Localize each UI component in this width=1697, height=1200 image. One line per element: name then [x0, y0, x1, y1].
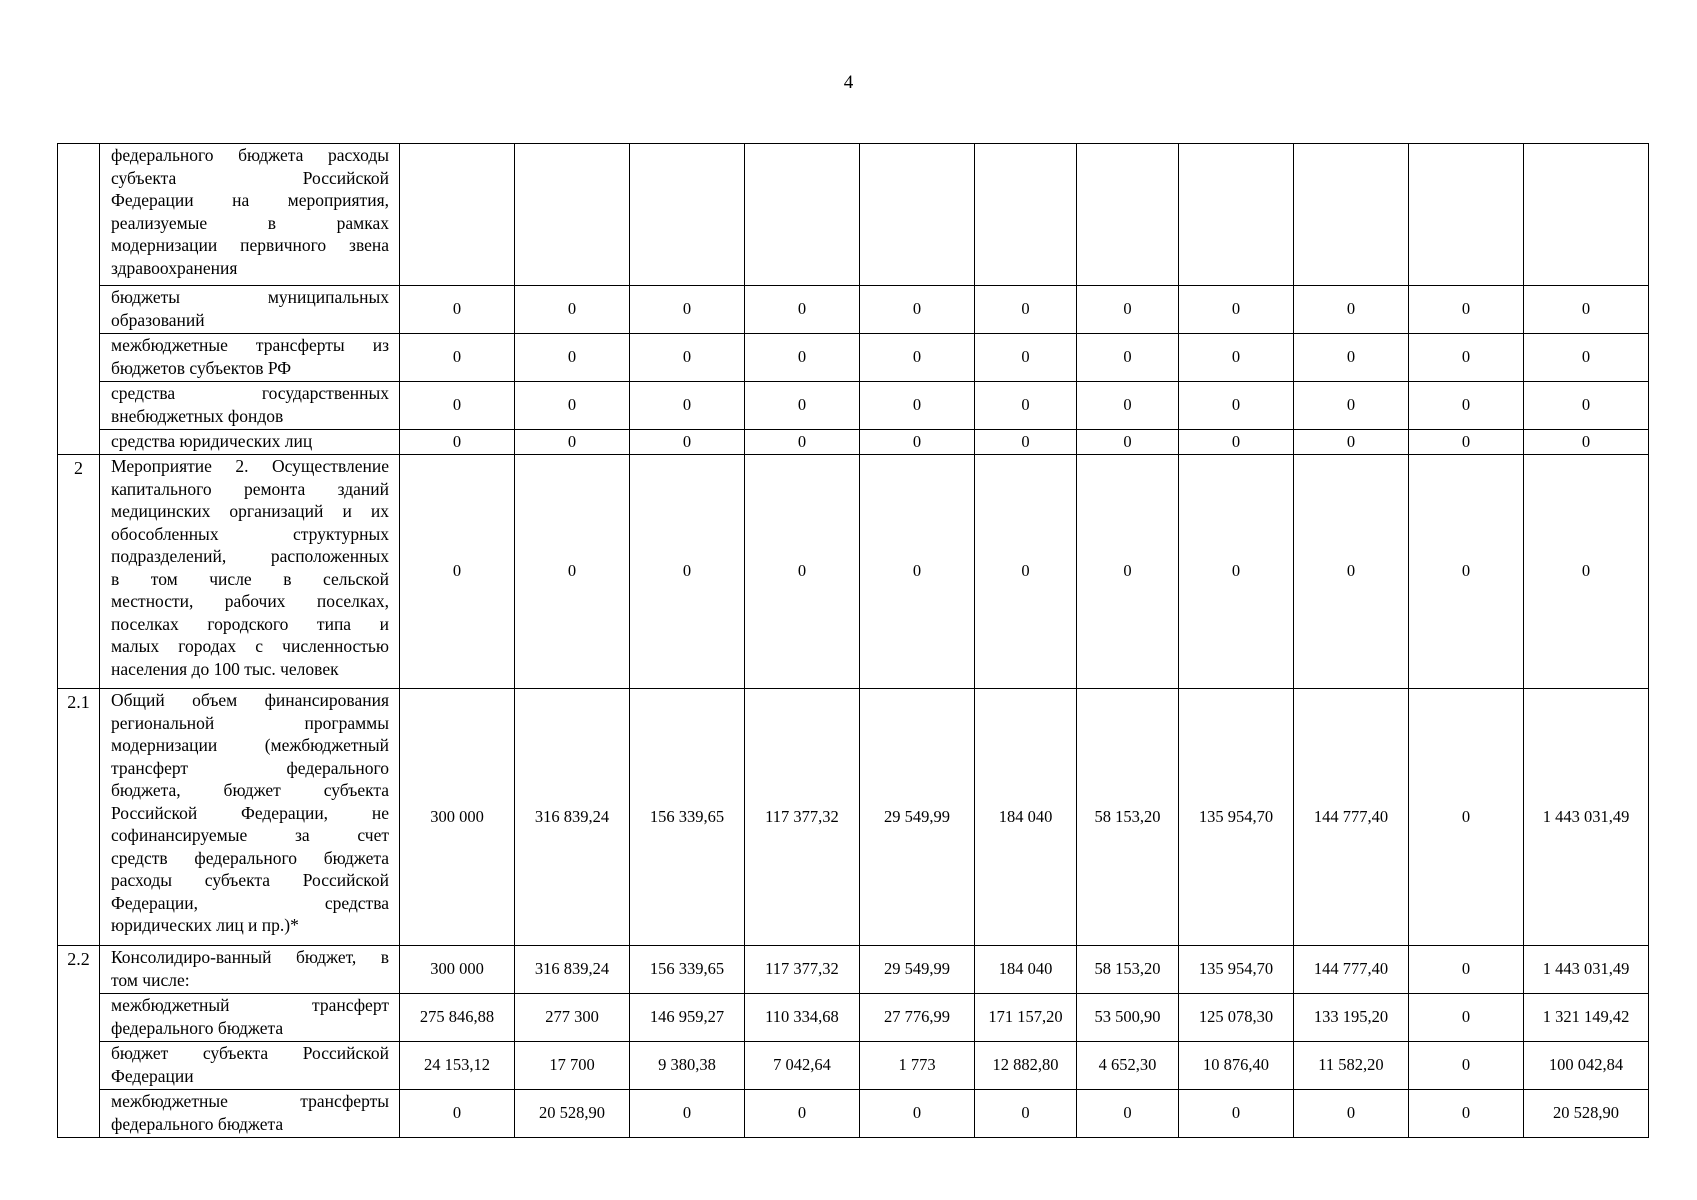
value-cell: 29 549,99	[860, 946, 975, 994]
value-cell: 135 954,70	[1179, 689, 1294, 946]
value-cell: 0	[975, 455, 1077, 689]
value-cell	[1524, 144, 1649, 286]
value-cell: 0	[745, 382, 860, 430]
row-label-line: межбюджетный трансферт	[111, 995, 389, 1015]
value-cell: 0	[630, 382, 745, 430]
row-label-line: бюджета, бюджет субъекта	[111, 780, 389, 800]
value-cell: 0	[1077, 334, 1179, 382]
value-cell: 300 000	[400, 689, 515, 946]
value-cell: 0	[860, 455, 975, 689]
value-cell: 0	[975, 382, 1077, 430]
value-cell: 0	[1524, 286, 1649, 334]
row-label-cell	[100, 382, 400, 430]
value-cell: 0	[515, 286, 630, 334]
value-cell: 144 777,40	[1294, 689, 1409, 946]
value-cell: 53 500,90	[1077, 994, 1179, 1042]
value-cell: 316 839,24	[515, 689, 630, 946]
row-label-line: расходы субъекта Российской	[111, 870, 389, 890]
value-cell: 0	[630, 334, 745, 382]
value-cell: 0	[975, 286, 1077, 334]
value-cell	[745, 144, 860, 286]
table-row	[58, 1042, 1649, 1090]
value-cell: 24 153,12	[400, 1042, 515, 1090]
row-label-cell	[100, 455, 400, 689]
row-number-cell: 2	[58, 455, 100, 689]
value-cell: 0	[1524, 334, 1649, 382]
value-cell: 0	[400, 382, 515, 430]
table-row	[58, 334, 1649, 382]
row-label-line: Федерации на мероприятия,	[111, 190, 389, 210]
row-label-line: реализуемые в рамках	[111, 212, 389, 233]
value-cell: 171 157,20	[975, 994, 1077, 1042]
row-label-line: межбюджетные трансферты из	[111, 335, 389, 355]
row-label-line: бюджет субъекта Российской	[111, 1043, 389, 1063]
value-cell: 1 773	[860, 1042, 975, 1090]
value-cell: 0	[630, 455, 745, 689]
table-row	[58, 382, 1649, 430]
row-label-line: бюджеты муниципальных	[111, 287, 389, 307]
value-cell: 184 040	[975, 946, 1077, 994]
row-label-line: подразделений, расположенных	[111, 546, 389, 566]
value-cell: 58 153,20	[1077, 689, 1179, 946]
value-cell: 29 549,99	[860, 689, 975, 946]
value-cell: 0	[630, 286, 745, 334]
value-cell: 0	[1179, 430, 1294, 455]
row-label-line: внебюджетных фондов	[111, 405, 284, 426]
value-cell: 144 777,40	[1294, 946, 1409, 994]
row-label-line: Российской Федерации, не	[111, 802, 389, 823]
value-cell: 0	[1179, 382, 1294, 430]
value-cell: 17 700	[515, 1042, 630, 1090]
value-cell: 0	[1409, 382, 1524, 430]
value-cell	[515, 144, 630, 286]
value-cell	[1179, 144, 1294, 286]
row-label-line: субъекта Российской	[111, 167, 389, 188]
table-row	[58, 286, 1649, 334]
row-label-line: региональной программы	[111, 712, 389, 733]
value-cell: 0	[860, 334, 975, 382]
table-row	[58, 946, 1649, 994]
row-label-line: поселках городского типа и	[111, 613, 389, 634]
value-cell: 0	[1294, 334, 1409, 382]
row-label-line: трансферт федерального	[111, 757, 389, 778]
table-row	[58, 994, 1649, 1042]
value-cell: 0	[860, 286, 975, 334]
row-label-line: модернизации первичного звена	[111, 235, 389, 255]
value-cell: 0	[400, 1090, 515, 1138]
value-cell: 117 377,32	[745, 689, 860, 946]
value-cell: 135 954,70	[1179, 946, 1294, 994]
row-number-cell: 2.2	[58, 946, 100, 1138]
value-cell: 0	[975, 1090, 1077, 1138]
value-cell: 0	[630, 1090, 745, 1138]
row-label-cell	[100, 144, 400, 286]
value-cell: 1 443 031,49	[1524, 946, 1649, 994]
row-label-cell	[100, 430, 400, 455]
row-label-cell	[100, 689, 400, 946]
page-number: 4	[843, 72, 854, 93]
value-cell: 316 839,24	[515, 946, 630, 994]
value-cell: 117 377,32	[745, 946, 860, 994]
row-label-cell	[100, 994, 400, 1042]
row-label-line: федерального бюджета расходы	[111, 145, 389, 165]
value-cell: 0	[1409, 455, 1524, 689]
value-cell: 0	[515, 334, 630, 382]
value-cell: 0	[1409, 334, 1524, 382]
value-cell: 0	[1524, 430, 1649, 455]
row-label-line: образований	[111, 309, 205, 330]
value-cell: 7 042,64	[745, 1042, 860, 1090]
value-cell: 0	[1294, 286, 1409, 334]
value-cell: 0	[1077, 455, 1179, 689]
value-cell: 110 334,68	[745, 994, 860, 1042]
value-cell: 277 300	[515, 994, 630, 1042]
value-cell	[860, 144, 975, 286]
value-cell: 20 528,90	[515, 1090, 630, 1138]
value-cell: 0	[1179, 286, 1294, 334]
value-cell: 0	[745, 430, 860, 455]
value-cell: 275 846,88	[400, 994, 515, 1042]
value-cell: 10 876,40	[1179, 1042, 1294, 1090]
value-cell: 0	[1179, 455, 1294, 689]
row-label-line: юридических лиц и пр.)*	[111, 915, 299, 935]
row-label-line: Федерации	[111, 1065, 194, 1086]
row-label-line: средства юридических лиц	[111, 431, 313, 451]
value-cell: 9 380,38	[630, 1042, 745, 1090]
value-cell: 0	[1409, 430, 1524, 455]
row-label-cell	[100, 1090, 400, 1138]
value-cell	[1077, 144, 1179, 286]
value-cell: 0	[1409, 689, 1524, 946]
value-cell: 0	[860, 1090, 975, 1138]
value-cell: 4 652,30	[1077, 1042, 1179, 1090]
value-cell: 0	[860, 430, 975, 455]
row-label-line: в том числе в сельской	[111, 568, 389, 589]
row-label-cell	[100, 1042, 400, 1090]
value-cell: 1 443 031,49	[1524, 689, 1649, 946]
value-cell: 1 321 149,42	[1524, 994, 1649, 1042]
value-cell: 0	[975, 430, 1077, 455]
value-cell: 156 339,65	[630, 689, 745, 946]
value-cell	[1409, 144, 1524, 286]
value-cell: 0	[1294, 1090, 1409, 1138]
value-cell: 0	[1077, 430, 1179, 455]
row-label-line: том числе:	[111, 969, 190, 990]
row-label-line: бюджетов субъектов РФ	[111, 357, 292, 378]
value-cell: 0	[860, 382, 975, 430]
row-label-line: средства государственных	[111, 383, 389, 403]
value-cell	[1294, 144, 1409, 286]
value-cell: 0	[745, 286, 860, 334]
value-cell: 0	[1179, 1090, 1294, 1138]
row-label-line: обособленных структурных	[111, 523, 389, 544]
value-cell: 0	[1294, 382, 1409, 430]
value-cell: 0	[1077, 286, 1179, 334]
table-row	[58, 144, 1649, 286]
value-cell: 20 528,90	[1524, 1090, 1649, 1138]
value-cell: 184 040	[975, 689, 1077, 946]
value-cell: 300 000	[400, 946, 515, 994]
table-row	[58, 430, 1649, 455]
row-label-line: Федерации, средства	[111, 892, 389, 913]
row-label-line: здравоохранения	[111, 257, 238, 278]
value-cell: 0	[1077, 382, 1179, 430]
row-label-cell	[100, 946, 400, 994]
row-label-line: средств федерального бюджета	[111, 847, 389, 868]
value-cell: 0	[745, 334, 860, 382]
value-cell	[400, 144, 515, 286]
table-body	[58, 144, 1649, 1138]
value-cell: 0	[745, 1090, 860, 1138]
value-cell: 0	[1179, 334, 1294, 382]
row-label-line: Общий объем финансирования	[111, 690, 389, 710]
value-cell: 146 959,27	[630, 994, 745, 1042]
row-label-line: Мероприятие 2. Осуществление	[111, 456, 389, 476]
row-label-line: Консолидиро-ванный бюджет, в	[111, 947, 389, 967]
value-cell: 0	[1409, 286, 1524, 334]
value-cell: 0	[975, 334, 1077, 382]
value-cell: 27 776,99	[860, 994, 975, 1042]
value-cell: 0	[1409, 994, 1524, 1042]
value-cell: 125 078,30	[1179, 994, 1294, 1042]
value-cell: 0	[1524, 455, 1649, 689]
value-cell: 0	[515, 455, 630, 689]
value-cell: 0	[1409, 1090, 1524, 1138]
value-cell: 11 582,20	[1294, 1042, 1409, 1090]
row-label-line: межбюджетные трансферты	[111, 1091, 389, 1111]
value-cell	[975, 144, 1077, 286]
row-label-line: капитального ремонта зданий	[111, 478, 389, 499]
row-label-line: федерального бюджета	[111, 1017, 284, 1038]
value-cell: 133 195,20	[1294, 994, 1409, 1042]
financing-table	[57, 143, 1649, 1138]
row-label-line: населения до 100 тыс. человек	[111, 658, 339, 679]
row-label-line: федерального бюджета	[111, 1113, 284, 1134]
row-label-cell	[100, 334, 400, 382]
row-label-line: местности, рабочих поселках,	[111, 591, 389, 611]
value-cell: 0	[515, 430, 630, 455]
value-cell: 0	[400, 334, 515, 382]
table-row	[58, 1090, 1649, 1138]
value-cell: 0	[1077, 1090, 1179, 1138]
row-label-line: медицинских организаций и их	[111, 501, 389, 521]
value-cell: 0	[745, 455, 860, 689]
value-cell: 0	[630, 430, 745, 455]
value-cell: 0	[1409, 946, 1524, 994]
value-cell: 100 042,84	[1524, 1042, 1649, 1090]
value-cell: 0	[400, 455, 515, 689]
value-cell: 0	[1409, 1042, 1524, 1090]
value-cell: 0	[400, 286, 515, 334]
value-cell: 0	[1294, 455, 1409, 689]
value-cell: 0	[515, 382, 630, 430]
row-label-line: модернизации (межбюджетный	[111, 735, 389, 755]
value-cell: 156 339,65	[630, 946, 745, 994]
table-row	[58, 455, 1649, 689]
table-row	[58, 689, 1649, 946]
value-cell: 0	[400, 430, 515, 455]
row-number-cell: 2.1	[58, 689, 100, 946]
value-cell: 12 882,80	[975, 1042, 1077, 1090]
value-cell: 58 153,20	[1077, 946, 1179, 994]
value-cell: 0	[1524, 382, 1649, 430]
row-label-line: малых городах с численностью	[111, 636, 389, 656]
row-label-cell	[100, 286, 400, 334]
row-label-line: софинансируемые за счет	[111, 825, 389, 845]
row-number-cell	[58, 144, 100, 455]
value-cell	[630, 144, 745, 286]
value-cell: 0	[1294, 430, 1409, 455]
